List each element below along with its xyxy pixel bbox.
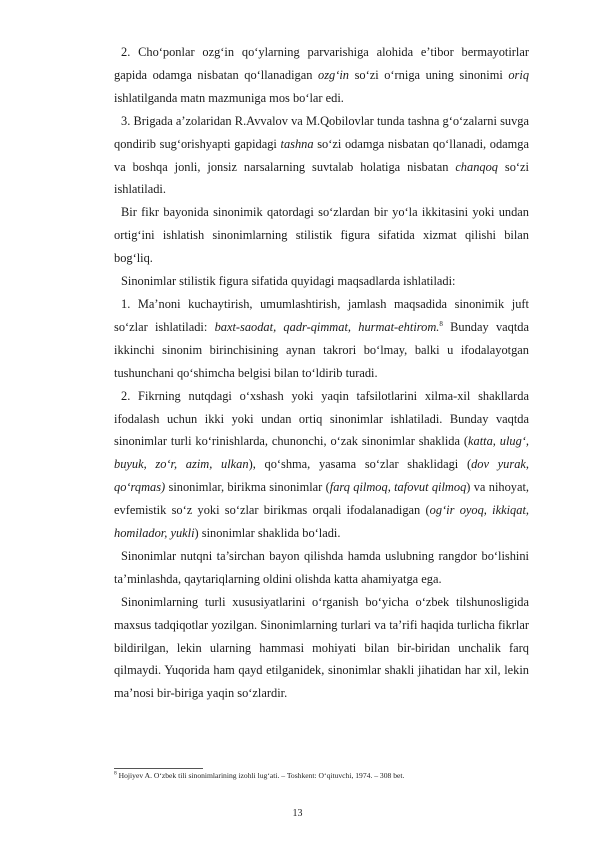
italic-term: dov yurak, qo‘rqmas)	[114, 457, 529, 495]
page-number: 13	[292, 808, 303, 819]
text-run: so‘zi odamga nisbatan qo‘llanadi, odamga va boshqa jonli, jonsiz narsalarning suvtalab holatiga nisbatan	[114, 136, 529, 174]
paragraph	[114, 110, 529, 202]
text-run: Sinonimlar nutqni ta’sirchan bayon qilishda hamda uslubning rangdor bo‘lishini ta’minlashda, qaytariqlarning oldini olishda katta ahamiyatga ega.	[114, 548, 529, 586]
text-run: Sinonimlarning turli xususiyatlarini o‘rganish bo‘yicha o‘zbek tilshunosligida maxsus tadqiqotlar yozilgan. Sinonimlarning turlari va ta’rifi haqida turlicha fikrlar bildirilgan, lekin ularning hammasi mohiyati bilan bir-biridan unchalik farq qilmaydi. Yuqorida ham qayd etilganidek, sinonimlar shakli jihatidan har xil, lekin ma’nosi bir-biriga yaqin so‘zlardir.	[114, 594, 529, 701]
footnote-ref: 8	[439, 319, 443, 328]
footnote	[114, 771, 534, 781]
paragraph	[114, 293, 529, 385]
text-run: Sinonimlar stilistik figura sifatida quyidagi maqsadlarda ishlatiladi:	[121, 274, 456, 289]
paragraph	[114, 270, 529, 293]
text-run: so‘zi o‘rniga uning sinonimi	[348, 67, 509, 82]
italic-term: chanqoq	[455, 159, 498, 174]
italic-term: baxt-saodat, qadr-qimmat, hurmat-ehtirom.	[214, 319, 440, 334]
text-run: 3. Brigada a’zolaridan R.Avvalov va M.Qobilovlar tunda tashna g‘o‘zalarni suvga qondirib sug‘orishyapti gapidagi	[114, 113, 529, 151]
italic-term: oriq	[508, 67, 530, 82]
text-run: ), qo‘shma, yasama so‘zlar shaklidagi (	[248, 457, 472, 472]
text-run: 2. Cho‘ponlar ozg‘in qo‘ylarning parvarishiga alohida e’tibor bermayotirlar gapida odamga nisbatan qo‘llanadigan	[114, 45, 529, 82]
italic-term: og‘ir oyoq, ikkiqat, homilador, yukli	[114, 503, 529, 541]
footnote-separator	[114, 768, 203, 769]
italic-term: farq qilmoq, tafovut qilmoq	[329, 480, 467, 495]
text-run: ishlatilganda matn mazmuniga mos bo‘lar edi.	[114, 90, 344, 105]
body-text	[114, 41, 529, 705]
text-run: Bunday vaqtda ikkinchi sinonim birinchisining aynan takrori bo‘lmay, balki u ifodalayotgan tushunchani qo‘shimcha belgisi bilan to‘ldirib turadi.	[114, 319, 529, 380]
text-run: so‘zi ishlatiladi.	[114, 159, 529, 197]
italic-term: katta, ulug‘, buyuk, zo‘r, azim, ulkan	[114, 434, 529, 472]
paragraph	[114, 591, 529, 706]
text-run: ) sinonimlar shaklida bo‘ladi.	[194, 526, 341, 541]
paragraph	[114, 385, 529, 545]
footnote-text: Hojiyev A. O‘zbek tili sinonimlarining izohli lug‘ati. – Toshkent: O‘qituvchi, 1974. – 308 bet.	[116, 771, 405, 780]
italic-term: ozg‘in	[318, 67, 349, 82]
text-run: ) va nihoyat, evfemistik so‘z yoki so‘zlar birikmas orqali ifodalanadigan (	[114, 480, 530, 518]
paragraph	[114, 41, 529, 110]
paragraph	[114, 545, 529, 591]
text-run: sinonimlar, birikma sinonimlar (	[165, 480, 330, 495]
text-run: 1. Ma’noni kuchaytirish, umumlashtirish, jamlash maqsadida sinonimik juft so‘zlar ishlatiladi:	[114, 296, 529, 334]
italic-term: tashna	[280, 136, 314, 151]
footnote-number: 8	[114, 770, 117, 777]
text-run: 2. Fikrning nutqdagi o‘xshash yoki yaqin tafsilotlarini xilma-xil shakllarda ifodalash uchun ikki yoki undan ortiq sinonimlar ishlatiladi. Bunday vaqtda sinonimlar turli ko‘rinishlarda, chunonchi, o‘zak sinonimlar shaklida (	[114, 388, 529, 449]
paragraph	[114, 201, 529, 270]
text-run: Bir fikr bayonida sinonimik qatordagi so‘zlardan bir yo‘la ikkitasini yoki undan ortig‘ini ishlatish sinonimlarning stilistik figura sifatida xizmat qilishi bilan bog‘liq.	[114, 205, 529, 266]
